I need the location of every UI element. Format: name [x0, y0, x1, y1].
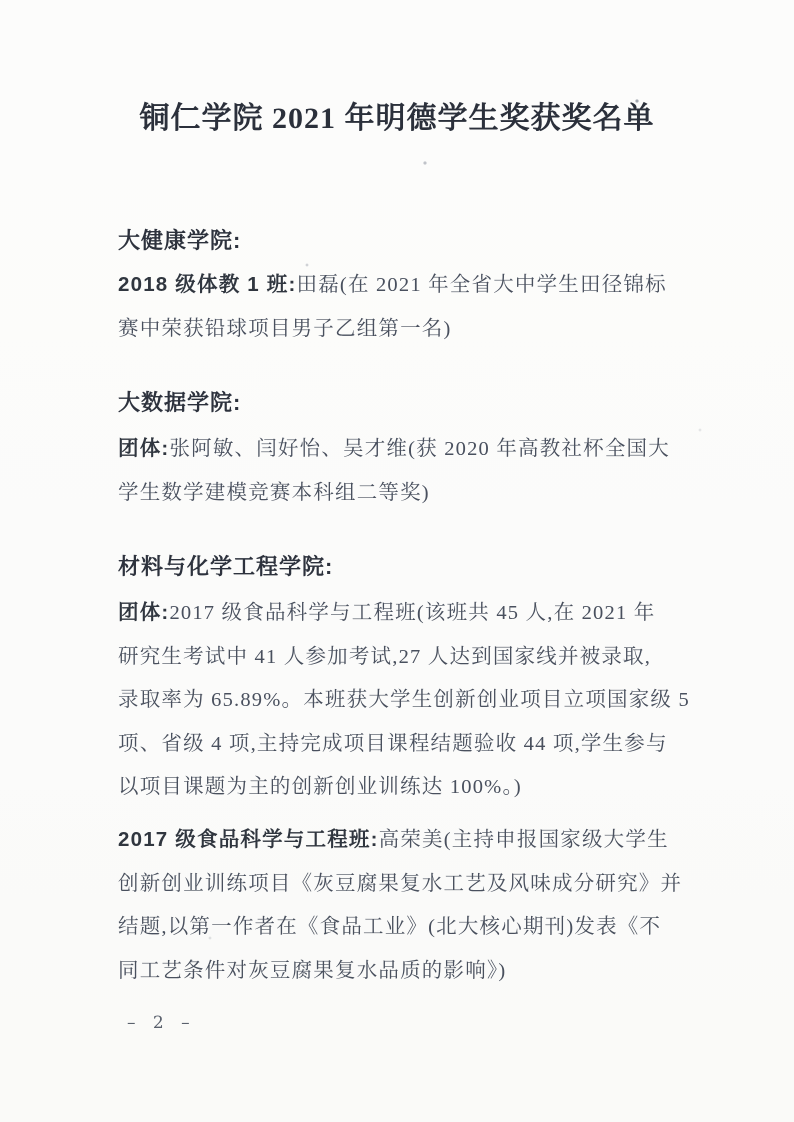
- text-line: 同工艺条件对灰豆腐果复水品质的影响》): [118, 959, 507, 982]
- text-line: 结题,以第一作者在《食品工业》(北大核心期刊)发表《不: [118, 916, 662, 938]
- section-heading-materials-chemistry-college: 材料与化学工程学院:: [118, 554, 334, 579]
- section-heading-health-college: 大健康学院:: [118, 228, 242, 253]
- document-title: 铜仁学院 2021 年明德学生奖获奖名单: [139, 102, 655, 135]
- page-number: – 2 –: [127, 1013, 196, 1033]
- text-run: 高荣美(主持申报国家级大学生: [378, 829, 669, 851]
- group-lead-label: 团体:: [118, 601, 170, 624]
- section-heading-big-data-college: 大数据学院:: [118, 390, 242, 415]
- text-run: 田磊(在 2021 年全省大中学生田径锦标: [296, 274, 667, 296]
- paragraph-materials-group: [118, 591, 690, 810]
- text-line: 录取率为 65.89%。本班获大学生创新创业项目立项国家级 5: [118, 689, 690, 711]
- text-line: [118, 591, 680, 636]
- text-run: 2017 级食品科学与工程班(该班共 45 人,在 2021 年: [169, 602, 656, 624]
- text-line: [118, 818, 680, 863]
- text-line: [118, 427, 680, 472]
- text-line: 研究生考试中 41 人参加考试,27 人达到国家线并被录取,: [118, 645, 652, 668]
- paragraph-materials-individual: [118, 818, 683, 993]
- paragraph-health-college: [118, 263, 680, 351]
- paragraph-big-data-college: [118, 427, 680, 515]
- text-line: 以项目课题为主的创新创业训练达 100%。): [118, 776, 522, 798]
- text-run: 张阿敏、闫好怡、吴才维(获 2020 年高教社杯全国大: [169, 438, 670, 460]
- text-line: 创新创业训练项目《灰豆腐果复水工艺及风味成分研究》并: [118, 872, 683, 895]
- text-line: 赛中荣获铅球项目男子乙组第一名): [118, 317, 452, 340]
- text-line: 项、省级 4 项,主持完成项目课程结题验收 44 项,学生参与: [118, 732, 668, 755]
- class-lead-label: 2018 级体教 1 班:: [118, 273, 297, 296]
- text-line: 学生数学建模竞赛本科组二等奖): [118, 481, 430, 504]
- text-line: [118, 263, 680, 308]
- class-lead-label: 2017 级食品科学与工程班:: [118, 828, 379, 851]
- group-lead-label: 团体:: [118, 437, 170, 460]
